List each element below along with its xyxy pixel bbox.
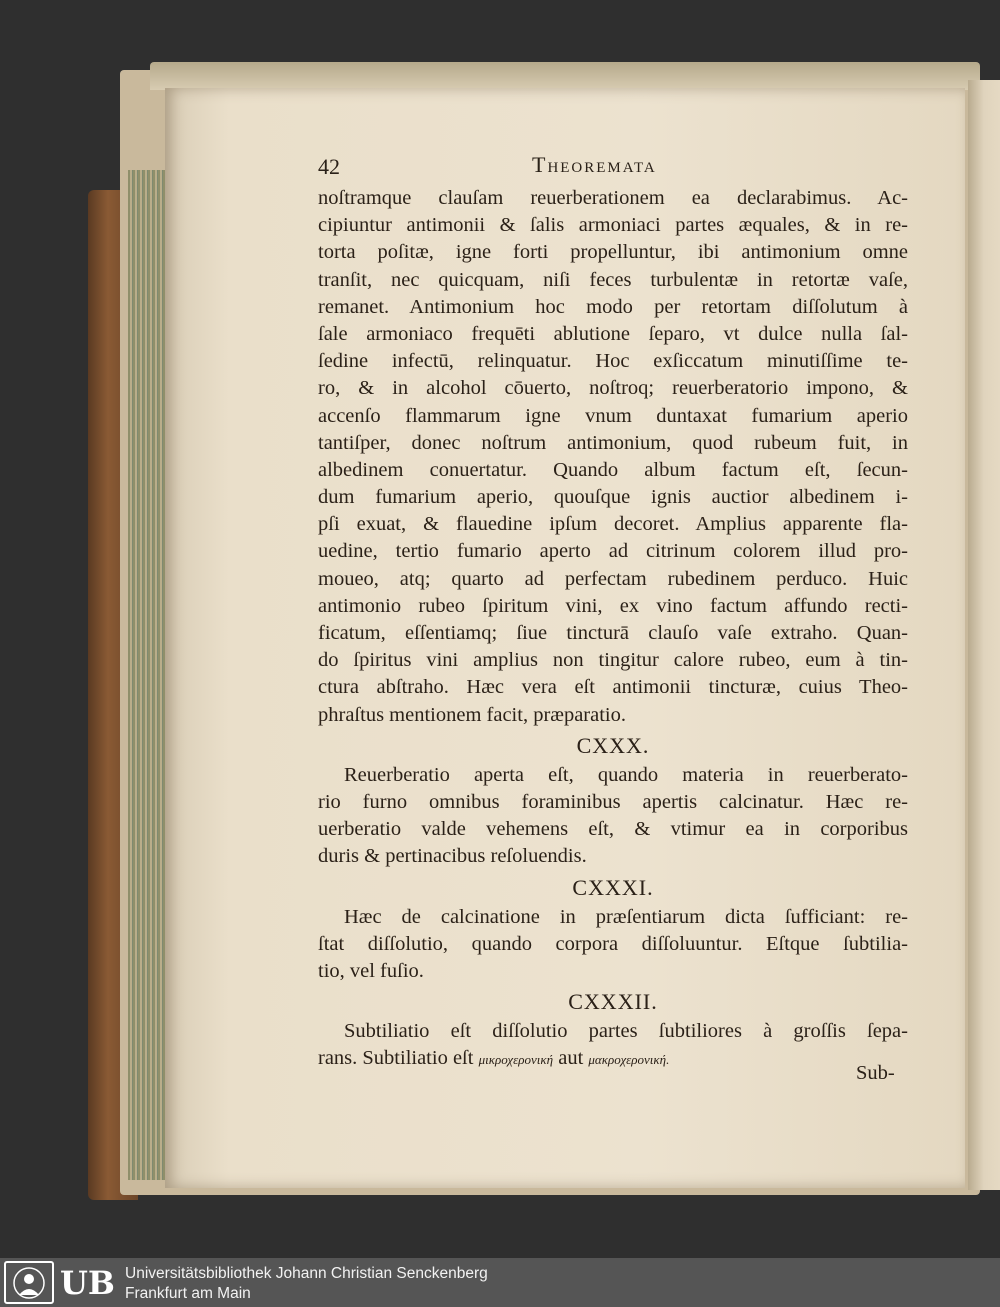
text-line: Hæc de calcinatione in præſentiarum dicta ſufficiant: re- — [344, 905, 908, 928]
text-line: Reuerberatio aperta eſt, quando materia in reuerberato- — [344, 763, 908, 786]
text-line: uedine, tertio fumario aperto ad citrinum colorem illud pro- — [318, 540, 908, 563]
text-line: tantiſper, donec noſtrum antimonium, quod rubeum fuit, in — [318, 431, 908, 454]
library-name — [125, 1264, 488, 1304]
text-fragment: rans. Subtiliatio eſt — [318, 1047, 479, 1070]
section-heading-cxxxi: CXXXI. — [572, 874, 654, 900]
text-line: ctura abſtraho. Hæc vera eſt antimonii tincturæ, cuius Theo- — [318, 676, 908, 699]
page-number: 42 — [318, 154, 340, 179]
library-name-line1: Universitätsbibliothek Johann Christian Senckenberg — [125, 1265, 488, 1282]
library-footer — [0, 1258, 1000, 1307]
text-line: tranſit, nec quicquam, niſi feces turbulentæ in retortæ vaſe, — [318, 268, 908, 291]
text-line: tio, vel fuſio. — [318, 959, 424, 982]
catchword: Sub- — [856, 1062, 895, 1084]
text-line: cipiuntur antimonii & ſalis armoniaci partes æquales, & in re- — [318, 214, 908, 237]
text-line: ſale armoniaco frequēti ablutione ſeparo, vt dulce nulla ſal- — [318, 322, 908, 345]
text-line: uerberatio valde vehemens eſt, & vtimur ea in corporibus — [318, 818, 908, 841]
running-title: Theoremata — [532, 152, 657, 177]
text-line: ſtat diſſolutio, quando corpora diſſoluuntur. Eſtque ſubtilia- — [318, 932, 908, 955]
section-heading-cxxxii: CXXXII. — [568, 989, 658, 1015]
text-line: ſedine infectū, relinquatur. Hoc exſiccatum minutiſſime te- — [318, 350, 908, 373]
page-top-edge — [150, 62, 980, 90]
facing-page-edge — [968, 80, 1000, 1190]
text-line: phraſtus mentionem facit, præparatio. — [318, 703, 626, 726]
greek-term: μακροχερονική. — [588, 1052, 670, 1068]
text-fragment: aut — [553, 1047, 589, 1070]
text-line: ro, & in alcohol cōuerto, noſtroq; reuerberatorio impono, & — [318, 377, 908, 400]
text-line: Subtiliatio eſt diſſolutio partes ſubtiliores à groſſis ſepa- — [344, 1020, 908, 1043]
text-line: dum fumarium aperio, quouſque ignis auctior albedinem i- — [318, 486, 908, 509]
text-line: rio furno omnibus foraminibus apertis calcinatur. Hæc re- — [318, 790, 908, 813]
library-logo[interactable] — [4, 1261, 116, 1304]
text-line: accenſo flammarum igne vnum duntaxat fumarium aperio — [318, 404, 908, 427]
greek-term: μικροχερονική — [478, 1052, 554, 1068]
text-line: antimonio rubeo ſpiritum vini, ex vino factum affundo recti- — [318, 594, 908, 617]
text-line: remanet. Antimonium hoc modo per retortam diſſolutum à — [318, 295, 908, 318]
section-heading-cxxx: CXXX. — [576, 732, 650, 758]
page-edges — [128, 170, 168, 1180]
library-name-line2: Frankfurt am Main — [125, 1285, 251, 1302]
text-line: torta poſitæ, igne forti propelluntur, ibi antimonium omne — [318, 241, 908, 264]
text-line: noſtramque clauſam reuerberationem ea declarabimus. Ac- — [318, 187, 908, 209]
ub-logo-text: UB — [60, 1264, 115, 1302]
text-line: moueo, atq; quarto ad perfectam rubedinem perduco. Huic — [318, 567, 908, 590]
text-line: ficatum, eſſentiamq; ſiue tincturā clauſo vaſe extraho. Quan- — [318, 622, 908, 644]
page-text — [318, 185, 908, 1072]
seal-icon — [4, 1261, 54, 1304]
text-line: duris & pertinacibus reſoluendis. — [318, 845, 587, 868]
text-line: albedinem conuertatur. Quando album factum eſt, ſecun- — [318, 458, 908, 481]
text-line-greek — [318, 1045, 908, 1072]
text-line: do ſpiritus vini amplius non tingitur calore rubeo, eum à tin- — [318, 649, 908, 672]
page-header — [318, 152, 878, 182]
text-line: pſi exuat, & flauedine ipſum decoret. Amplius apparente fla- — [318, 513, 908, 536]
